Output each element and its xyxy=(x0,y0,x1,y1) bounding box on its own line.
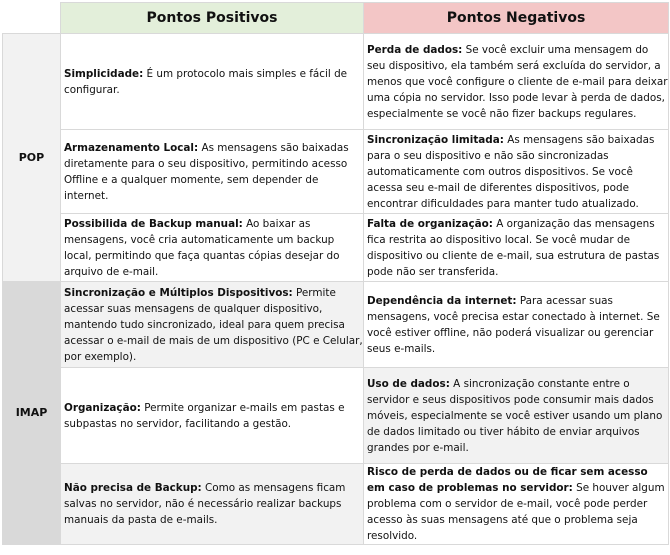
imap-row-1 xyxy=(3,282,669,368)
imap-negative-3 xyxy=(364,464,669,545)
imap-positive-1-title: Sincronização e Múltiplos Dispositivos: xyxy=(64,286,293,299)
pop-negative-1 xyxy=(364,34,669,130)
imap-positive-1 xyxy=(61,282,364,368)
imap-positive-3-title: Não precisa de Backup: xyxy=(64,482,202,494)
pop-positive-1 xyxy=(61,34,364,130)
corner-cell xyxy=(3,3,61,34)
pop-negative-3 xyxy=(364,214,669,282)
pop-negative-1-title: Perda de dados: xyxy=(367,43,463,56)
pop-positive-2 xyxy=(61,130,364,214)
pop-negative-3-title: Falta de organização: xyxy=(367,217,493,230)
positive-header: Pontos Positivos xyxy=(61,3,364,34)
imap-negative-2-text: A sincronização constante entre o servidor e seus dispositivos pode consumir mais dados móveis, especialmente se você estiver usando um plano de dados limitado ou tiver hábito de enviar arquivos grandes por e-mail. xyxy=(367,377,663,454)
imap-label: IMAP xyxy=(3,282,61,545)
pop-positive-1-text: É um protocolo mais simples e fácil de configurar. xyxy=(64,67,348,96)
imap-positive-2-text: Permite organizar e-mails em pastas e subpastas no servidor, facilitando a gestão. xyxy=(64,401,345,430)
imap-negative-3-text: Se houver algum problema com o servidor de e-mail, você pode perder acesso às suas mensagens até que o problema seja resolvido. xyxy=(367,482,665,542)
imap-negative-2 xyxy=(364,368,669,464)
header-row xyxy=(3,3,669,34)
comparison-table xyxy=(2,2,669,545)
pop-negative-2-text: As mensagens são baixadas para o seu dispositivo e não são sincronizadas automaticamente com outros dispositivos. Se você acessa seu e-mail de diferentes dispositivos, pode encontrar dificuldades para manter tudo atualizado. xyxy=(367,133,655,210)
imap-negative-2-title: Uso de dados: xyxy=(367,377,450,390)
pop-row-1 xyxy=(3,34,669,130)
pop-positive-2-text: As mensagens são baixadas diretamente para o seu dispositivo, permitindo acesso Offline e a qualquer momente, sem depender de internet. xyxy=(64,141,349,202)
pop-label: POP xyxy=(3,34,61,282)
pop-positive-3-text: Ao baixar as mensagens, você cria automaticamente um backup local, permitindo que faça quantas cópias desejar do arquivo de e-mail. xyxy=(64,217,340,278)
imap-negative-1 xyxy=(364,282,669,368)
imap-row-2 xyxy=(3,368,669,464)
imap-negative-1-title: Dependência da internet: xyxy=(367,294,517,307)
pop-row-2 xyxy=(3,130,669,214)
pop-positive-2-title: Armazenamento Local: xyxy=(64,141,199,154)
pop-row-3 xyxy=(3,214,669,282)
imap-positive-3-text: Como as mensagens ficam salvas no servidor, não é necessário realizar backups manuais da pasta de e-mails. xyxy=(64,482,346,526)
pop-negative-2 xyxy=(364,130,669,214)
pop-positive-1-title: Simplicidade: xyxy=(64,67,144,80)
imap-positive-2 xyxy=(61,368,364,464)
pop-positive-3 xyxy=(61,214,364,282)
pop-positive-3-title: Possibilida de Backup manual: xyxy=(64,217,243,230)
imap-positive-1-text: Permite acessar suas mensagens de qualquer dispositivo, mantendo tudo sincronizado, ideal para quem precisa acessar o e-mail de mais de um dispositivo (PC e Celular, por exemplo). xyxy=(64,286,363,363)
imap-positive-3 xyxy=(61,464,364,545)
imap-negative-3-title: Risco de perda de dados ou de ficar sem acesso em caso de problemas no servidor: xyxy=(367,466,648,494)
imap-positive-2-title: Organização: xyxy=(64,401,141,414)
pop-negative-2-title: Sincronização limitada: xyxy=(367,133,504,146)
imap-negative-1-text: Para acessar suas mensagens, você precisa estar conectado à internet. Se você estiver offline, não poderá visualizar ou gerenciar seus e-mails. xyxy=(367,294,660,355)
negative-header: Pontos Negativos xyxy=(364,3,669,34)
pop-negative-1-text: Se você excluir uma mensagem do seu dispositivo, ela também será excluída do servidor, a menos que você configure o cliente de e-mail para deixar uma cópia no servidor. Isso pode levar à perda de dados, especialmente se você não fizer backups regulares. xyxy=(367,43,668,120)
pop-negative-3-text: A organização das mensagens fica restrita ao dispositivo local. Se você mudar de dispositivo ou cliente de e-mail, sua estrutura de pastas pode não ser transferida. xyxy=(367,217,660,278)
imap-row-3 xyxy=(3,464,669,545)
